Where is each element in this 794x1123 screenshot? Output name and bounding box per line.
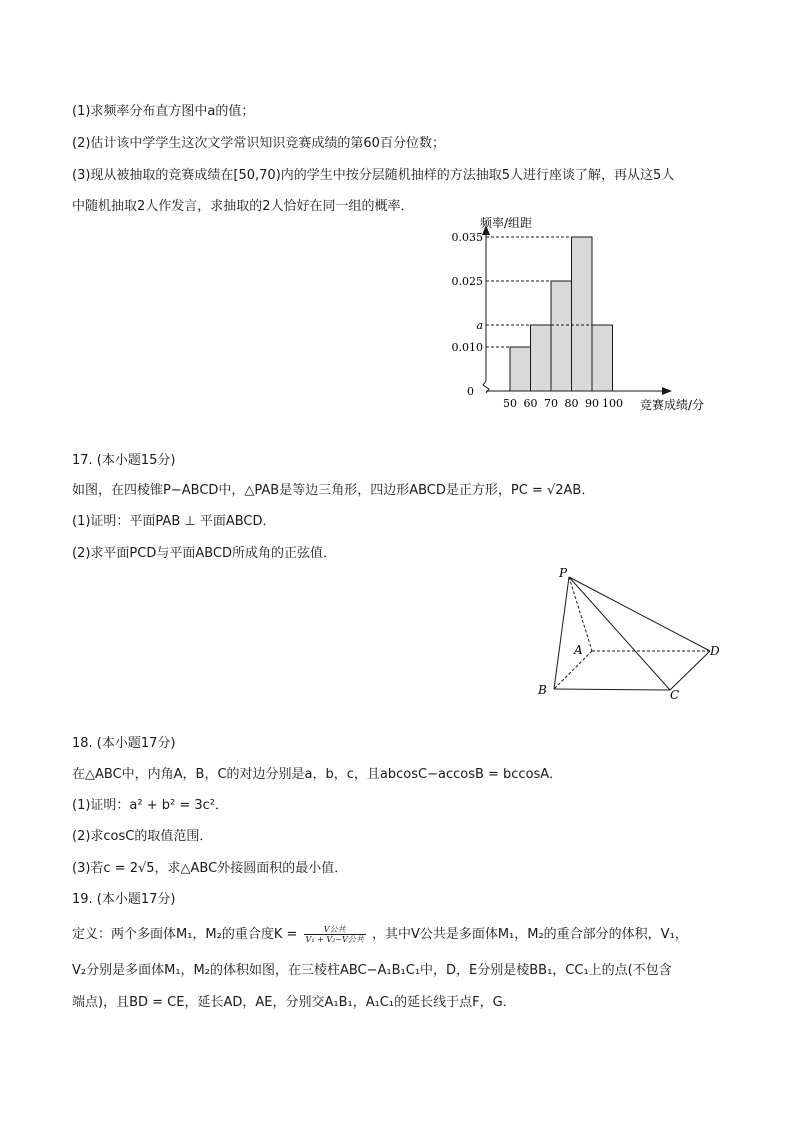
q19-header: 19. (本小题17分) <box>72 892 176 907</box>
edge-CD <box>670 651 710 690</box>
q18-part2: (2)求cosC的取值范围． <box>72 829 213 844</box>
q16-part3-line2: 中随机抽取2人作发言，求抽取的2人恰好在同一组的概率． <box>72 199 414 214</box>
q19-line1-a: 定义：两个多面体M₁，M₂的重合度K = <box>72 927 298 942</box>
q16-part1: (1)求频率分布直方图中a的值； <box>72 104 255 119</box>
histogram-bar <box>592 325 613 391</box>
y-tick-label: 0.025 <box>451 275 483 288</box>
q17-header: 17. (本小题15分) <box>72 453 176 468</box>
histogram-bar <box>531 325 552 391</box>
fraction-numerator: V公共 <box>304 925 366 935</box>
pyramid-figure <box>530 563 730 703</box>
y-tick-label: a <box>476 319 483 332</box>
q18-part1: (1)证明：a² + b² = 3c²． <box>72 798 229 813</box>
label-A: A <box>574 643 583 657</box>
label-B: B <box>538 683 547 697</box>
x-tick-label: 50 <box>503 397 517 410</box>
y-tick-label: 0 <box>467 385 474 398</box>
q18-header: 18. (本小题17分) <box>72 736 176 751</box>
frequency-histogram <box>440 215 740 425</box>
x-tick-label: 80 <box>564 397 579 410</box>
q19-line3: 端点)，且BD = CE，延长AD，AE，分别交A₁B₁，A₁C₁的延长线于点F，G． <box>72 995 516 1010</box>
q19-line2: V₂分别是多面体M₁，M₂的体积如图，在三棱柱ABC−A₁B₁C₁中，D，E分别是棱BB₁，CC₁上的点(不包含 <box>72 963 672 978</box>
y-tick-label: 0.035 <box>451 231 483 244</box>
fraction-denominator: V₁ + V₂−V公共 <box>305 935 364 944</box>
x-axis-arrow <box>662 387 672 395</box>
q17-part2: (2)求平面PCD与平面ABCD所成角的正弦值． <box>72 546 337 561</box>
x-tick-label: 100 <box>602 397 623 410</box>
y-tick-label: 0.010 <box>451 341 483 354</box>
histogram-bar <box>510 347 531 391</box>
histogram-bar <box>551 281 572 391</box>
q17-part1: (1)证明：平面PAB ⊥ 平面ABCD． <box>72 514 276 529</box>
q16-part2: (2)估计该中学学生这次文学常识知识竞赛成绩的第60百分位数； <box>72 136 445 151</box>
q16-part3-line1: (3)现从被抽取的竞赛成绩在[50,70)内的学生中按分层随机抽样的方法抽取5人进行座谈了解，再从这5人 <box>72 168 675 183</box>
label-D: D <box>710 644 720 658</box>
q17-stem: 如图，在四棱锥P−ABCD中，△PAB是等边三角形，四边形ABCD是正方形，PC = √2AB． <box>72 483 595 498</box>
edge-PA <box>569 577 592 651</box>
q19-line1-b: ，其中V公共是多面体M₁，M₂的重合部分的体积，V₁， <box>371 927 688 942</box>
q19-line1 <box>72 925 688 944</box>
q18-stem: 在△ABC中，内角A，B，C的对边分别是a，b，c，且abcosC−accosB = bccosA． <box>72 767 563 782</box>
x-tick-label: 60 <box>523 397 538 410</box>
edge-AB <box>554 651 592 689</box>
q18-part3: (3)若c = 2√5，求△ABC外接圆面积的最小值． <box>72 861 348 876</box>
edge-PB <box>554 577 569 689</box>
x-axis-title: 竞赛成绩/分 <box>640 398 705 412</box>
label-P: P <box>559 566 568 580</box>
x-tick-label: 90 <box>585 397 599 410</box>
edge-PD <box>569 577 710 651</box>
edge-PC <box>569 577 670 690</box>
histogram-bar <box>572 237 593 391</box>
label-C: C <box>670 688 680 702</box>
y-axis-title: 频率/组距 <box>480 216 533 230</box>
overlap-fraction <box>304 925 366 944</box>
edge-BC <box>554 689 670 690</box>
x-tick-label: 70 <box>544 397 558 410</box>
